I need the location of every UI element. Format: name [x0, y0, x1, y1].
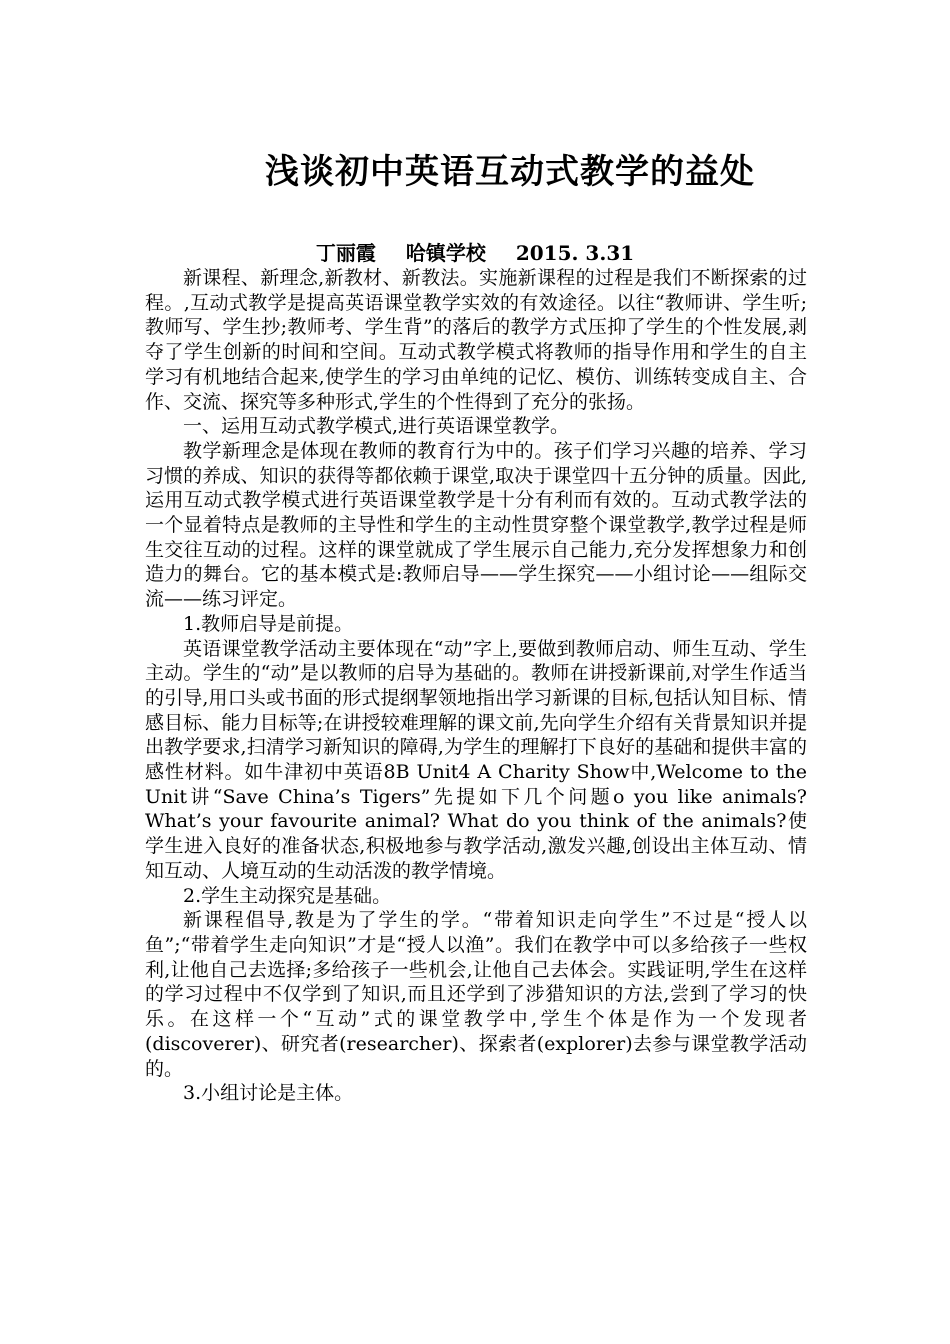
- paragraph: 教学新理念是体现在教师的教育行为中的。孩子们学习兴趣的培养、学习习惯的养成、知识的获得等都依赖于课堂,取决于课堂四十五分钟的质量。因此,运用互动式教学模式进行英语课堂教学是十分有利而有效的。互动式教学法的一个显着特点是教师的主导性和学生的主动性贯穿整个课堂教学,教学过程是师生交往互动的过程。这样的课堂就成了学生展示自己能力,充分发挥想象力和创造力的舞台。它的基本模式是:教师启导——学生探究——小组讨论——组际交流——练习评定。: [145, 439, 807, 611]
- subsection-heading: 1.教师启导是前提。: [183, 612, 354, 635]
- school-name: 哈镇学校: [405, 241, 486, 265]
- body-text: [145, 266, 807, 1106]
- page-title: 浅谈初中英语互动式教学的益处: [265, 152, 755, 192]
- subsection-heading: 2.学生主动探究是基础。: [183, 884, 392, 907]
- paragraph: 新课程倡导,教是为了学生的学。“带着知识走向学生”不过是“授人以鱼”;“带着学生走向知识”才是“授人以渔”。我们在教学中可以多给孩子一些权利,让他自己去选择;多给孩子一些机会,让他自己去体会。实践证明,学生在这样的学习过程中不仅学到了知识,而且还学到了涉猎知识的方法,尝到了学习的快乐。在这样一个“互动”式的课堂教学中,学生个体是作为一个发现者(discoverer)、研究者(researcher)、探索者(explorer)去参与课堂教学活动的。: [145, 909, 807, 1080]
- paragraph: 英语课堂教学活动主要体现在“动”字上,要做到教师启动、师生互动、学生主动。学生的“动”是以教师的启导为基础的。教师在讲授新课前,对学生作适当的引导,用口头或书面的形式提纲挈领地指出学习新课的目标,包括认知目标、情感目标、能力目标等;在讲授较难理解的课文前,先向学生介绍有关背景知识并提出教学要求,扫清学习新知识的障碍,为学生的理解打下良好的基础和提供丰富的感性材料。如牛津初中英语8B Unit4 A Charity Show中,Welcome to the Unit讲“Save China’s Tigers”先提如下几个问题o you like animals? What’s your favourite animal? What do you think of the animals?使学生进入良好的准备状态,积极地参与教学活动,激发兴趣,创设出主体互动、情知互动、人境互动的生动活泼的教学情境。: [145, 637, 807, 882]
- subsection-heading: 3.小组讨论是主体。: [183, 1082, 354, 1105]
- paragraph: 新课程、新理念,新教材、新教法。实施新课程的过程是我们不断探索的过程。,互动式教学是提高英语课堂教学实效的有效途径。以往“教师讲、学生听;教师写、学生抄;教师考、学生背”的落后的教学方式压抑了学生的个性发展,剥夺了学生创新的时间和空间。互动式教学模式将教师的指导作用和学生的自主学习有机地结合起来,使学生的学习由单纯的记忆、模仿、训练转变成自主、合作、交流、探究等多种形式,学生的个性得到了充分的张扬。: [145, 267, 807, 413]
- author-name: 丁丽霞: [315, 241, 376, 265]
- section-heading: 一、运用互动式教学模式,进行英语课堂教学。: [183, 415, 570, 438]
- publish-date: 2015. 3.31: [515, 241, 635, 265]
- byline: [0, 239, 950, 267]
